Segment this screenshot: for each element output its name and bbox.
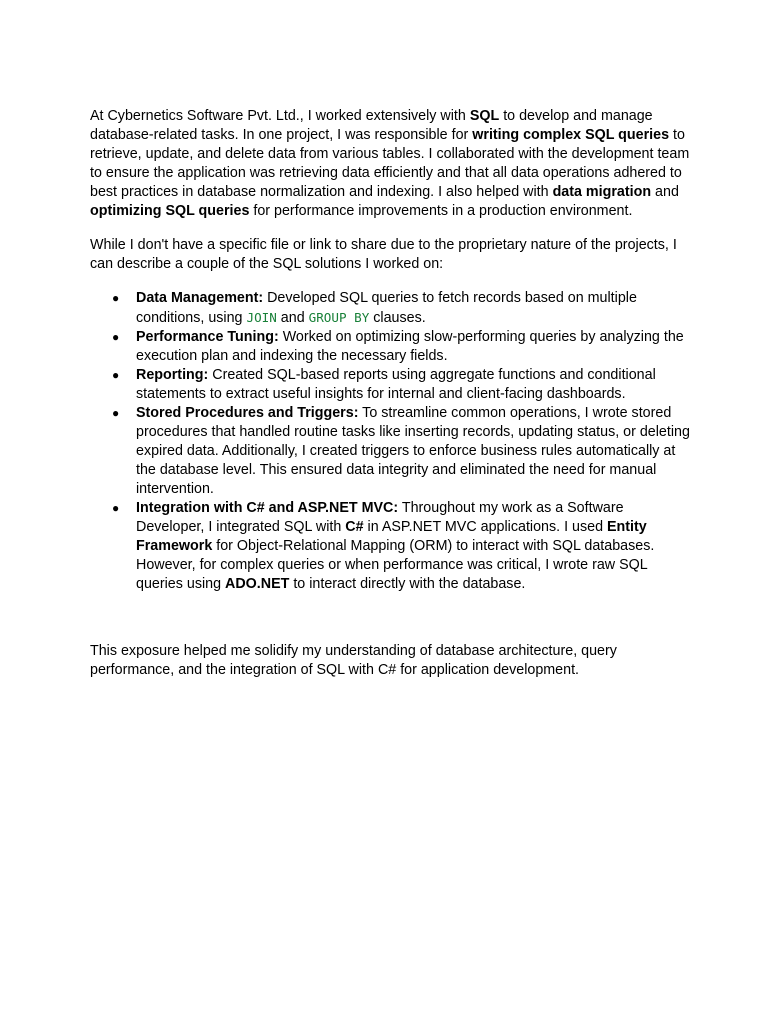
bold-ado-net: ADO.NET bbox=[225, 576, 290, 592]
document-page bbox=[90, 107, 690, 680]
code-join: JOIN bbox=[246, 310, 277, 325]
list-item-text: for Object-Relational Mapping (ORM) to interact with SQL databases. However, for complex queries or when performance was critical, I wrote raw SQL queries using bbox=[136, 538, 655, 592]
list-item-title: Performance Tuning: bbox=[136, 329, 279, 345]
list-item-text: To streamline common operations, I wrote stored procedures that handled routine tasks like inserting records, updating status, or deleting expired data. Additionally, I created triggers to enforce business rules automatically at the database level. This ensured data integrity and eliminated the need for manual intervention. bbox=[136, 405, 690, 497]
bold-csharp: C# bbox=[345, 519, 364, 535]
bullet-icon: ● bbox=[112, 291, 120, 305]
list-item-reporting bbox=[90, 366, 690, 404]
list-item-stored-procedures bbox=[90, 404, 690, 499]
intro-text-5: for performance improvements in a production environment. bbox=[249, 203, 633, 219]
list-item-title: Integration with C# and ASP.NET MVC: bbox=[136, 500, 399, 516]
list-item-text: Developed SQL queries to fetch records based on multiple conditions, using bbox=[136, 290, 637, 326]
intro-text-2: to develop and manage database-related tasks. In one project, I was responsible for bbox=[90, 108, 653, 143]
intro-text-3: to retrieve, update, and delete data from various tables. I collaborated with the development team to ensure the application was retrieving data efficiently and that all data operations adhered to best practices in database normalization and indexing. I also helped with bbox=[90, 127, 690, 200]
intro-text-1: At Cybernetics Software Pvt. Ltd., I worked extensively with bbox=[90, 108, 470, 124]
intro-bold-data-migration: data migration bbox=[552, 184, 652, 200]
list-item-title: Reporting: bbox=[136, 367, 209, 383]
intro-bold-writing-queries: writing complex SQL queries bbox=[472, 127, 670, 143]
sql-solutions-list bbox=[90, 289, 690, 594]
list-item-text: and bbox=[276, 310, 309, 326]
code-group-by: GROUP BY bbox=[308, 310, 370, 325]
intro-bold-sql: SQL bbox=[469, 108, 500, 124]
list-item-text: Created SQL-based reports using aggregate functions and conditional statements to extract useful insights for internal and client-facing dashboards. bbox=[136, 367, 656, 402]
intro-bold-optimizing: optimizing SQL queries bbox=[90, 203, 250, 219]
list-item-text: in ASP.NET MVC applications. I used bbox=[363, 519, 607, 535]
list-item-text: Worked on optimizing slow-performing queries by analyzing the execution plan and indexing the necessary fields. bbox=[136, 329, 684, 364]
bullet-icon: ● bbox=[112, 406, 120, 420]
list-item-integration bbox=[90, 499, 690, 594]
intro-text-4: and bbox=[651, 184, 679, 200]
bullet-icon: ● bbox=[112, 501, 120, 515]
list-item-text: clauses. bbox=[369, 310, 426, 326]
list-item-performance-tuning bbox=[90, 328, 690, 366]
list-item-text: to interact directly with the database. bbox=[289, 576, 526, 592]
bold-entity-framework: Entity Framework bbox=[136, 519, 647, 554]
list-item-text: Throughout my work as a Software Developer, I integrated SQL with bbox=[136, 500, 624, 535]
intro-paragraph bbox=[90, 107, 690, 221]
bullet-icon: ● bbox=[112, 330, 120, 344]
second-paragraph: While I don't have a specific file or link to share due to the proprietary nature of the projects, I can describe a couple of the SQL solutions I worked on: bbox=[90, 237, 677, 272]
list-item-data-management bbox=[90, 289, 690, 328]
list-item-title: Stored Procedures and Triggers: bbox=[136, 405, 359, 421]
closing-paragraph: This exposure helped me solidify my understanding of database architecture, query performance, and the integration of SQL with C# for application development. bbox=[90, 643, 617, 678]
list-item-title: Data Management: bbox=[136, 290, 264, 306]
bullet-icon: ● bbox=[112, 368, 120, 382]
